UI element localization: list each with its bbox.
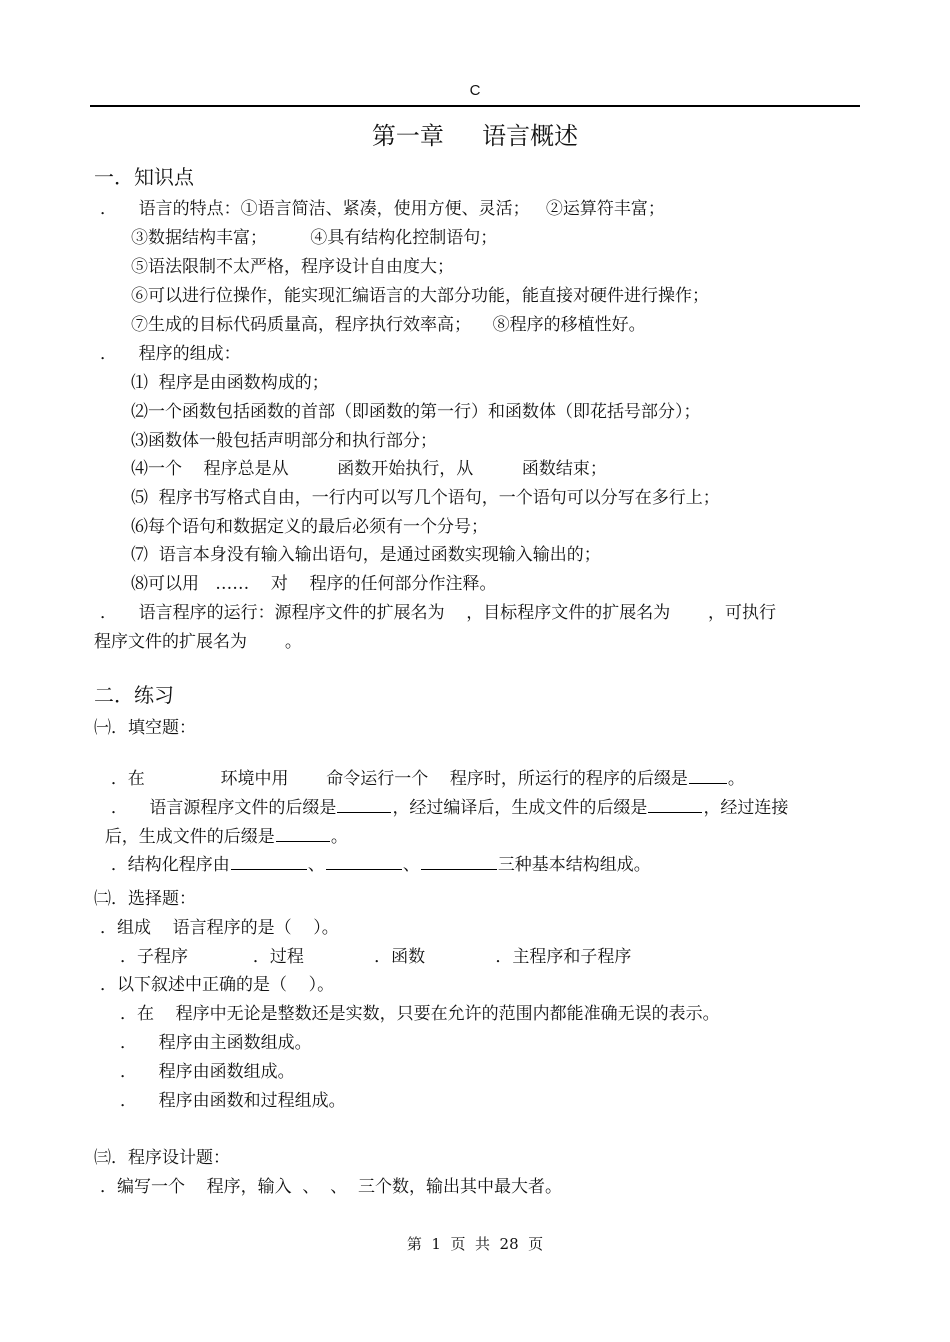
fill-q2-text-d: 后，生成文件的后缀是 xyxy=(104,827,275,847)
item2-sub4: ⑷一个 程序总是从 函数开始执行，从 函数结束； xyxy=(131,459,607,479)
fill-q2-text-b: ，经过编译后，生成文件的后缀是 xyxy=(392,798,648,818)
choice-q1-options[interactable]: ．子程序 ．过程 ．函数 ．主程序和子程序 xyxy=(120,947,632,967)
choice-q2-option-b[interactable]: ． 程序由主函数组成。 xyxy=(120,1033,312,1053)
section-heading-knowledge: 一．知识点 xyxy=(94,165,194,189)
fill-q2-blank-2[interactable] xyxy=(648,796,702,813)
choice-question-1: ．组成 语言程序的是（ ）。 xyxy=(100,918,339,938)
choice-question-2: ．以下叙述中正确的是（ ）。 xyxy=(100,975,335,995)
choice-q2-option-c[interactable]: ． 程序由函数组成。 xyxy=(120,1062,295,1082)
item3-line1: ． 语言程序的运行：源程序文件的扩展名为 ，目标程序文件的扩展名为 ，可执行 xyxy=(100,603,777,623)
item2-sub2: ⑵一个函数包括函数的首部（即函数的第一行）和函数体（即花括号部分）； xyxy=(131,402,701,422)
section-heading-practice: 二．练习 xyxy=(94,683,174,707)
item2-sub8: ⑻可以用 …… 对 程序的任何部分作注释。 xyxy=(131,574,497,594)
item2-sub3: ⑶函数体一般包括声明部分和执行部分； xyxy=(131,431,437,451)
choice-q2-option-a[interactable]: ．在 程序中无论是整数还是实数，只要在允许的范围内都能准确无误的表示。 xyxy=(120,1004,720,1024)
fill-q3-blank-3[interactable] xyxy=(421,853,497,870)
fill-q3-sep-2: 、 xyxy=(402,855,420,875)
fill-q1-end: 。 xyxy=(727,769,745,789)
header-rule xyxy=(90,105,860,107)
fill-heading: ㈠．填空题： xyxy=(94,718,196,738)
choice-heading: ㈡．选择题： xyxy=(94,889,196,909)
item1-line2: ③数据结构丰富； ④具有结构化控制语句； xyxy=(131,228,498,248)
item1-line1: ． 语言的特点：①语言简洁、紧凑，使用方便、灵活； ②运算符丰富； xyxy=(100,199,665,219)
fill-q2-text-e: 。 xyxy=(330,827,348,847)
chapter-title: 第一章 语言概述 xyxy=(371,122,579,150)
item2-sub7: ⑺ 语言本身没有输入输出语句，是通过函数实现输入输出的； xyxy=(131,545,601,565)
item2-sub5: ⑸ 程序书写格式自由，一行内可以写几个语句，一个语句可以分写在多行上； xyxy=(131,488,720,508)
running-header: C xyxy=(469,82,481,99)
fill-question-3 xyxy=(100,831,651,876)
page-footer: 第 1 页 共 28 页 xyxy=(406,1235,544,1253)
program-heading: ㈢．程序设计题： xyxy=(94,1148,230,1168)
fill-q2-text-c: ，经过连接 xyxy=(703,798,789,818)
fill-q3-text-a: ．结构化程序由 xyxy=(110,855,230,875)
fill-q3-blank-1[interactable] xyxy=(231,853,307,870)
fill-q2-text-a: ． 语言源程序文件的后缀是 xyxy=(110,798,337,818)
fill-q1-text: ．在 环境中用 命令运行一个 程序时，所运行的程序的后缀是 xyxy=(110,769,688,789)
item1-line5: ⑦生成的目标代码质量高，程序执行效率高； ⑧程序的移植性好。 xyxy=(131,315,646,335)
fill-q3-text-d: 三种基本结构组成。 xyxy=(497,855,651,875)
choice-q2-option-d[interactable]: ． 程序由函数和过程组成。 xyxy=(120,1091,346,1111)
item3-line2: 程序文件的扩展名为 。 xyxy=(94,632,302,652)
program-question-1: ．编写一个 程序，输入 、 、 三个数，输出其中最大者。 xyxy=(100,1177,563,1197)
item2-line1: ． 程序的组成： xyxy=(100,344,241,364)
item1-line4: ⑥可以进行位操作，能实现汇编语言的大部分功能，能直接对硬件进行操作； xyxy=(131,286,709,306)
fill-q3-blank-2[interactable] xyxy=(326,853,402,870)
fill-q3-sep-1: 、 xyxy=(307,855,325,875)
item1-line3: ⑤语法限制不太严格，程序设计自由度大； xyxy=(131,257,454,277)
item2-sub1: ⑴ 程序是由函数构成的； xyxy=(131,373,329,393)
item2-sub6: ⑹每个语句和数据定义的最后必须有一个分号； xyxy=(131,517,488,537)
